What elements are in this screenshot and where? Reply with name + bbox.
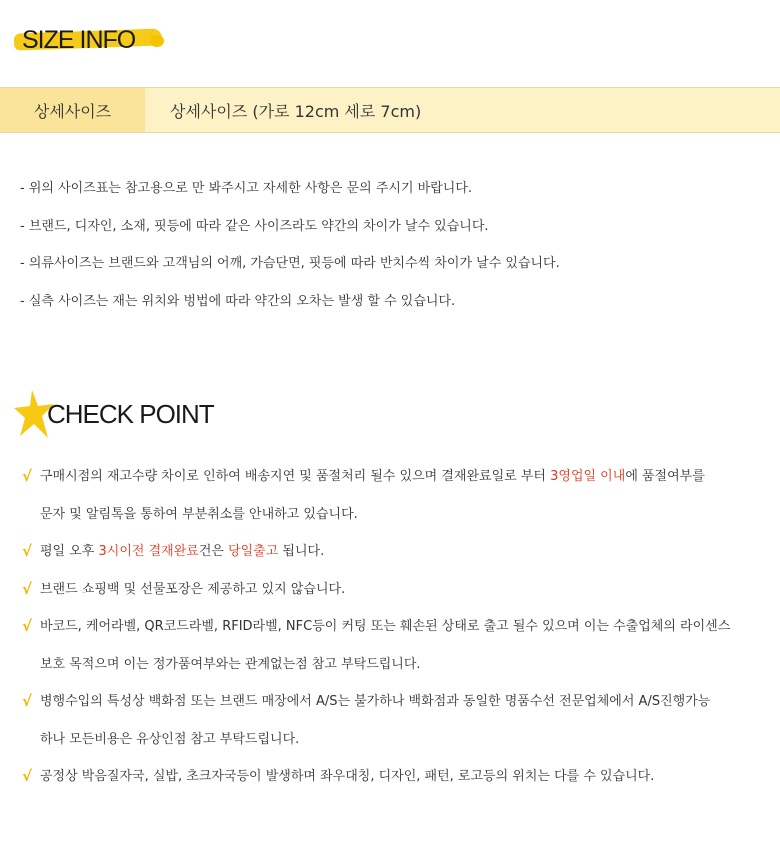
check-item — [22, 683, 730, 758]
size-info-title: SIZE INFO — [22, 26, 136, 54]
size-row-label: 상세사이즈 — [0, 88, 145, 132]
check-item-line: 구매시점의 재고수량 차이로 인하여 배송지연 및 품절처리 될수 있으며 결재완료일로 부터 3영업일 이내에 품절여부를 — [40, 469, 705, 484]
check-icon: √ — [22, 467, 33, 485]
check-item — [22, 608, 730, 683]
size-note: - 위의 사이즈표는 참고용으로 만 봐주시고 자세한 사항은 문의 주시기 바랍니다. — [20, 181, 473, 196]
check-point-list — [22, 458, 730, 796]
check-item — [22, 458, 730, 533]
check-item-line: 브랜드 쇼핑백 및 선물포장은 제공하고 있지 않습니다. — [40, 581, 346, 597]
check-item-line: 하나 모든비용은 유상인점 참고 부탁드립니다. — [40, 731, 300, 747]
check-item — [22, 533, 730, 571]
check-icon: √ — [22, 692, 33, 710]
check-point-title: CHECK POINT — [47, 399, 214, 429]
highlight-text: 당일출고 — [228, 544, 279, 559]
size-note: - 의류사이즈는 브랜드와 고객님의 어깨, 가슴단면, 핏등에 따라 반치수씩 차이가 날수 있습니다. — [20, 256, 560, 271]
check-item-line: 바코드, 케어라벨, QR코드라벨, RFID라벨, NFC등이 커팅 또는 훼손된 상태로 출고 될수 있으며 이는 수출업체의 라이센스 — [40, 619, 731, 634]
check-item-line: 공정상 박음질자국, 실밥, 초크자국등이 발생하며 좌우대칭, 디자인, 패턴, 로고등의 위치는 다를 수 있습니다. — [40, 769, 655, 784]
size-table-row — [0, 87, 780, 133]
size-row-value: 상세사이즈 (가로 12cm 세로 7cm) — [170, 101, 422, 121]
check-item-line: 보호 목적으며 이는 정가품여부와는 관계없는점 참고 부탁드립니다. — [40, 656, 421, 672]
highlight-text: 3시이전 결재완료 — [98, 544, 199, 559]
size-note: - 실측 사이즈는 재는 위치와 벙법에 따라 약간의 오차는 발생 할 수 있습니다. — [20, 293, 456, 309]
size-note: - 브랜드, 디자인, 소재, 핏등에 따라 같은 사이즈라도 약간의 차이가 날수 있습니다. — [20, 218, 489, 234]
check-item — [22, 571, 730, 609]
check-item-line: 병행수입의 특성상 백화점 또는 브랜드 매장에서 A/S는 불가하나 백화점과 동일한 명품수선 전문업체에서 A/S진행가능 — [40, 694, 711, 709]
title-brush-dot — [150, 35, 164, 47]
check-icon: √ — [22, 542, 33, 560]
check-icon: √ — [22, 579, 33, 598]
highlight-text: 3영업일 이내 — [550, 469, 626, 484]
size-notes-list — [20, 175, 560, 325]
check-icon: √ — [22, 767, 33, 785]
check-item-line: 문자 및 알림톡을 통하여 부분취소를 안내하고 있습니다. — [40, 506, 358, 522]
check-icon: √ — [22, 617, 33, 635]
check-item-line: 평일 오후 3시이전 결재완료건은 당일출고 됩니다. — [40, 544, 325, 559]
check-item — [22, 758, 730, 796]
